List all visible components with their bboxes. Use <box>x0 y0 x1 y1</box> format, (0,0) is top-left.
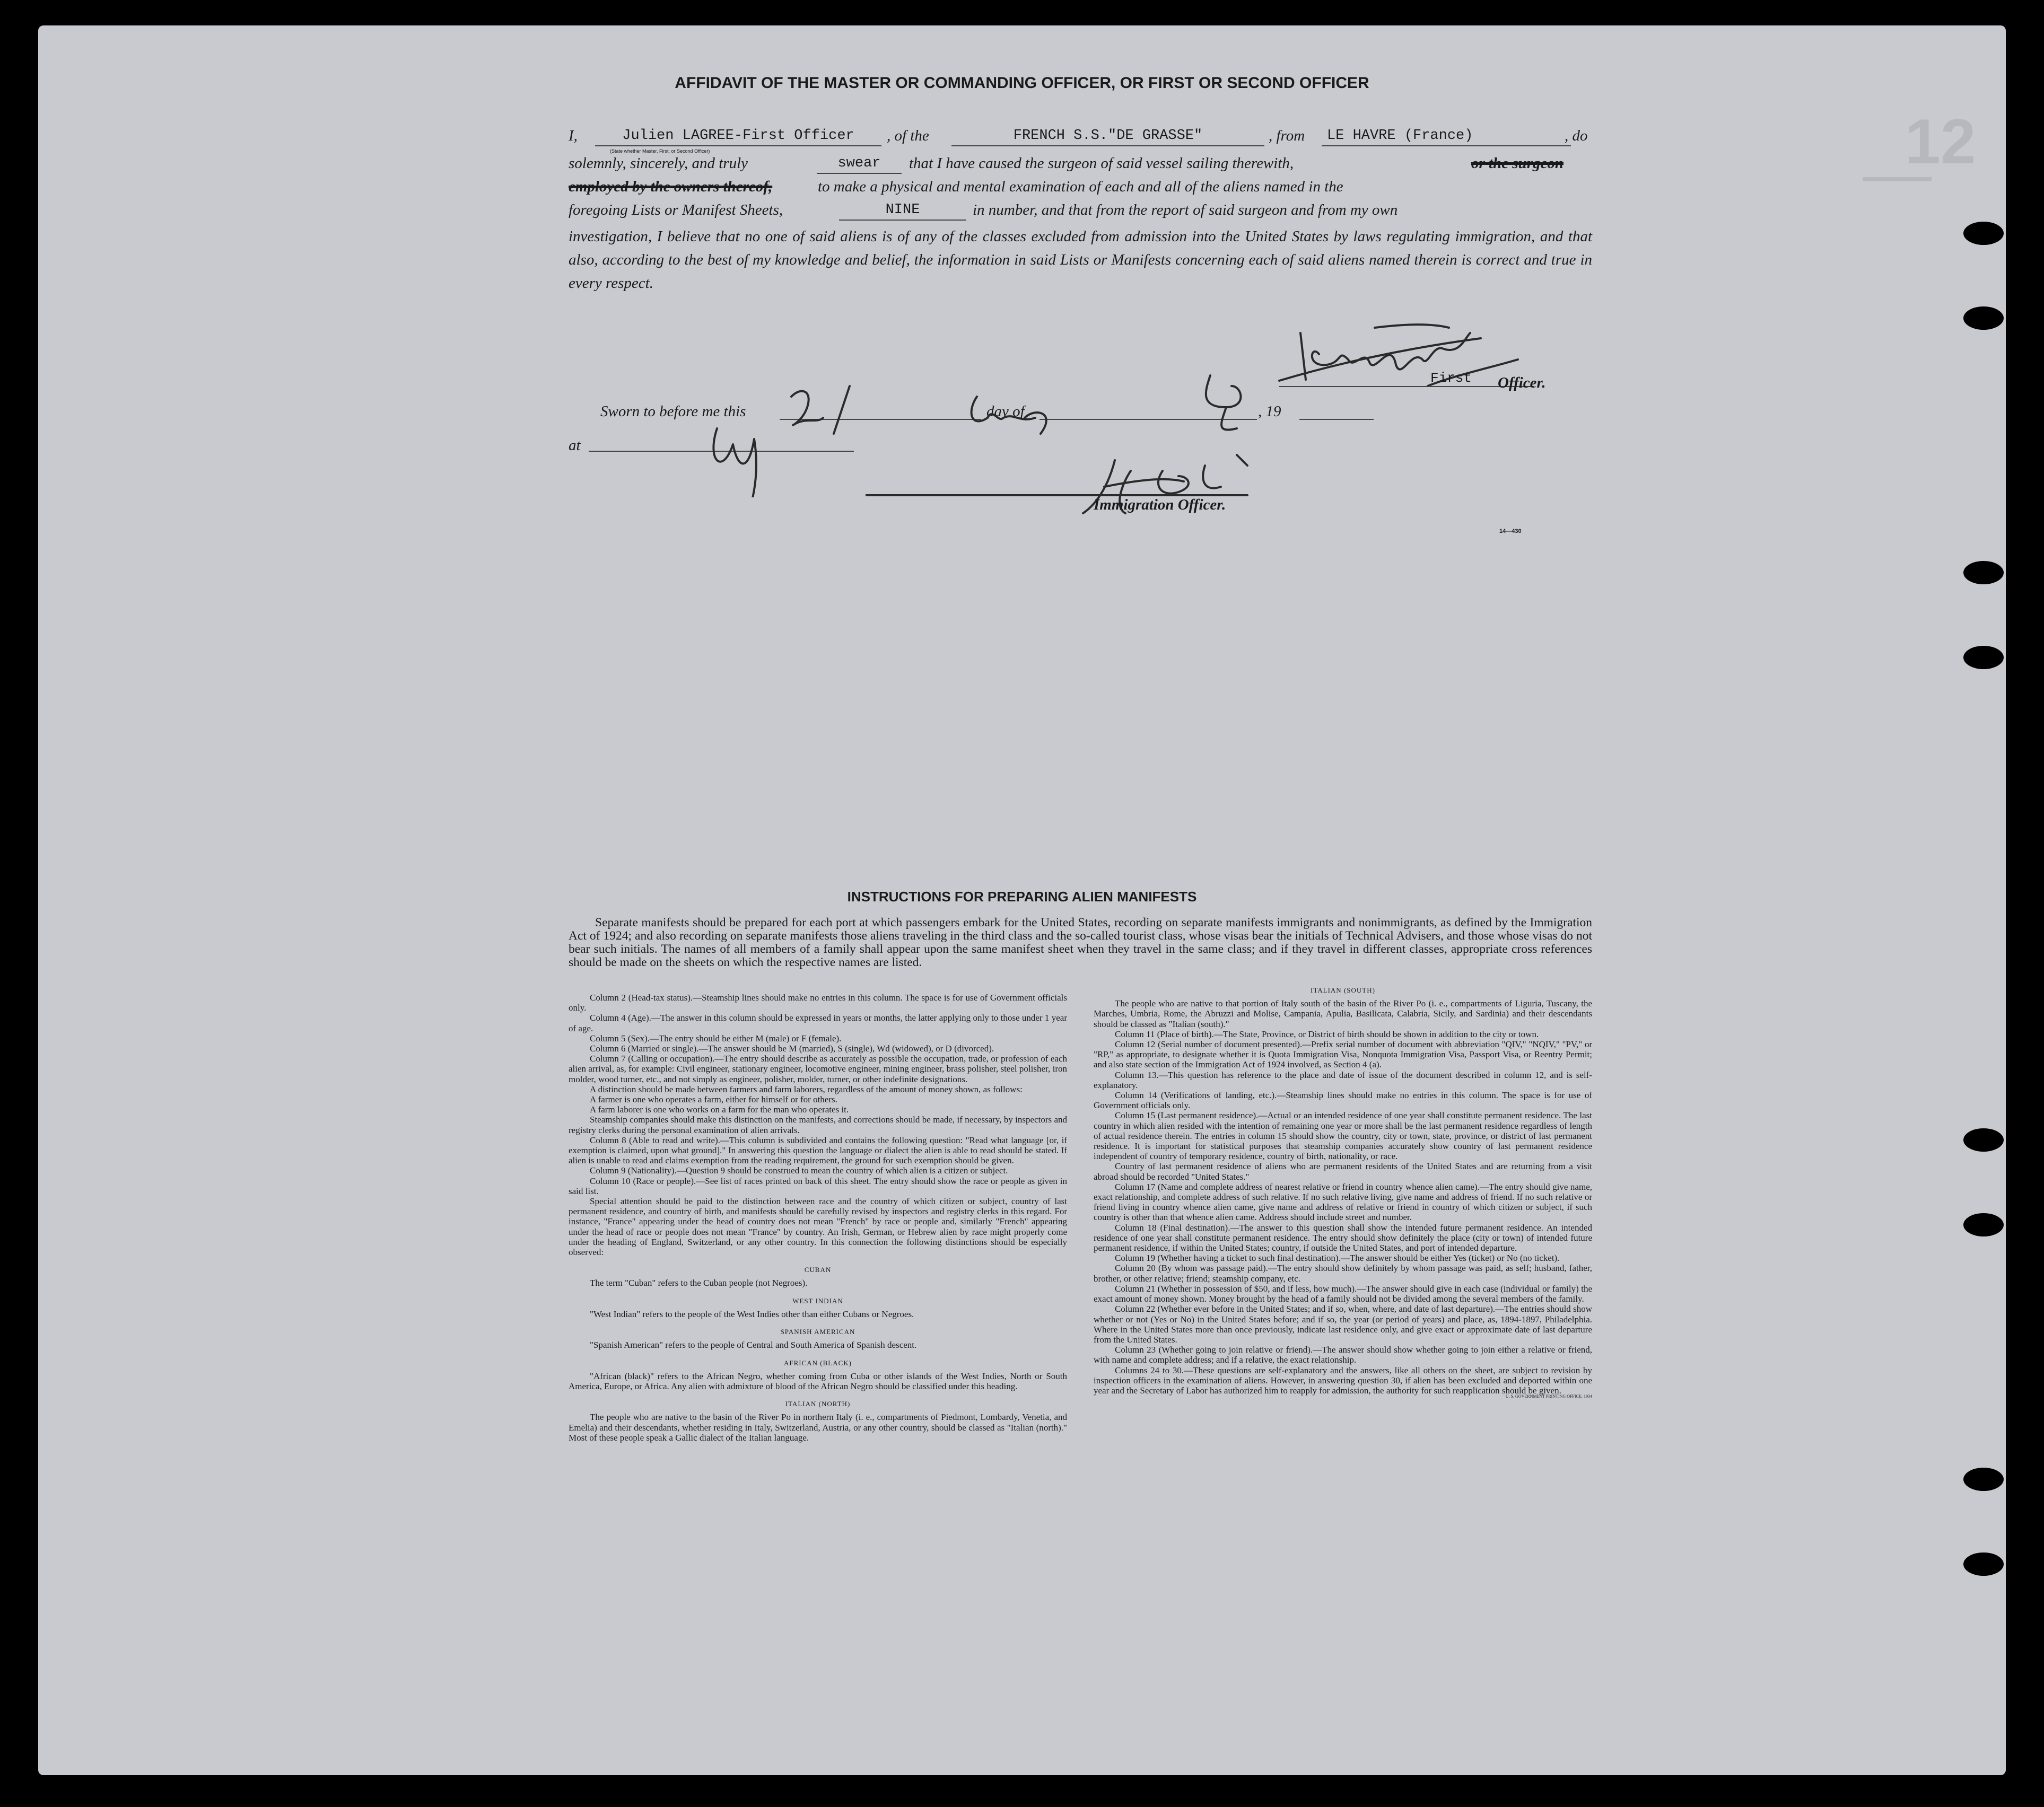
instruction-paragraph: Column 5 (Sex).—The entry should be either M (male) or F (female). <box>590 1033 842 1043</box>
label-of-the: , of the <box>887 127 929 144</box>
officer-rank-field: First <box>1430 370 1472 386</box>
officer-name-caption: (State whether Master, First, or Second Officer) <box>610 148 710 154</box>
instruction-paragraph: The people who are native to that portion of Italy south of the basin of the River Po (i. e., compartments of Liguria, Tuscany, the Marches, Umbria, Rome, the Abruzzi and Molise, Campania, Apulia, Basilicata, Calabria, Sicily, and Sardinia) and their descendants should be classed as "Italian (south)." <box>1094 998 1592 1029</box>
sheet-count-field: NINE <box>839 200 966 221</box>
officer-label: Officer. <box>1498 374 1546 391</box>
instruction-paragraph: Column 9 (Nationality).—Question 9 should be construed to mean the country of which alien is a citizen or subject. <box>590 1165 1008 1176</box>
label-from: , from <box>1269 127 1305 144</box>
instruction-paragraph: Columns 24 to 30.—These questions are self-explanatory and the answers, like all others on the sheet, are subject to revision by inspection officers in the examination of aliens. However, in answering question 30, if alien has been excluded and deported within one year and the Secretary of Labor has authorized him to reapply for admission, the authority for such reapplication should be given. <box>1094 1365 1592 1396</box>
affidavit-line-1 <box>569 127 1592 151</box>
section-heading-cuban: CUBAN <box>804 1266 832 1274</box>
instruction-paragraph: Column 4 (Age).—The answer in this column should be expressed in years or months, the latter applying only to those under 1 year of age. <box>569 1013 1067 1033</box>
instruction-paragraph: A farmer is one who operates a farm, either for himself or for others. <box>590 1094 837 1105</box>
instructions-intro: Separate manifests should be prepared for each port at which passengers embark for the United States, recording on separate manifests immigrants and nonimmigrants, as defined by the Immigration Act of 1924; and also recording on separate manifests those aliens traveling in the third class and the so-called tourist class, whose visas bear the initials of Technical Advisers, and those whose visas do not bear such initials. The names of all members of a family shall appear upon the same manifest sheet when they travel in the same class; and if they travel in different classes, appropriate cross references should be made on the sheets on which the respective names are listed. <box>569 916 1592 969</box>
ghost-print: ▬▬▬▬▬ <box>1863 169 1932 185</box>
day-of-label: day of <box>986 403 1025 420</box>
instruction-paragraph: Column 23 (Whether going to join relative or friend).—The answer should show whether going to join either a relative or friend, with name and complete address; and if a relative, the exact relationship. <box>1094 1345 1592 1365</box>
section-heading-spanish-american: SPANISH AMERICAN <box>780 1328 855 1336</box>
punch-hole <box>1963 1213 2004 1236</box>
instruction-paragraph: Column 8 (Able to read and write).—This column is subdivided and contains the following question: "Read what language [or, if exemption is claimed, upon what ground]." In answering this question the language or dialect the alien is able to read should be stated. If alien is unable to read and claims exemption from the reading requirement, the ground for such exemption should be given. <box>569 1135 1067 1166</box>
affidavit-line-3 <box>569 178 1592 201</box>
ship-name-field: FRENCH S.S."DE GRASSE" <box>951 126 1264 146</box>
instruction-paragraph: A distinction should be made between farmers and farm laborers, regardless of the amount of money shown, as follows: <box>590 1084 1023 1094</box>
label-solemnly: solemnly, sincerely, and truly <box>569 155 748 172</box>
instruction-paragraph: Steamship companies should make this distinction on the manifests, and corrections should be made, if necessary, by inspectors and registry clerks during the personal examination of alien arrivals. <box>569 1115 1067 1135</box>
sworn-label: Sworn to before me this <box>600 403 746 420</box>
punch-hole <box>1963 306 2004 330</box>
section-heading-italian-north: ITALIAN (NORTH) <box>785 1400 851 1408</box>
year-label: , 19 <box>1258 403 1281 420</box>
instruction-paragraph: Column 10 (Race or people).—See list of races printed on back of this sheet. The entry should show the race or people as given in said list. <box>569 1176 1067 1196</box>
oath-field: swear <box>817 154 902 174</box>
punch-hole <box>1963 1468 2004 1491</box>
punch-hole <box>1963 561 2004 584</box>
instruction-paragraph: "Spanish American" refers to the people of Central and South America of Spanish descent. <box>590 1340 917 1350</box>
immigration-officer-label: Immigration Officer. <box>1094 496 1226 513</box>
instruction-paragraph: Column 20 (By whom was passage paid).—The entry should show definitely by whom passage was paid, as self; husband, father, brother, or other relative; friend; steamship company, etc. <box>1094 1263 1592 1284</box>
officer-name-field: Julien LAGREE-First Officer <box>595 126 881 146</box>
instruction-paragraph: Column 6 (Married or single).—The answer should be M (married), S (single), Wd (widowed), or D (divorced). <box>590 1043 994 1054</box>
printing-office-imprint: U. S. GOVERNMENT PRINTING OFFICE: 1934 <box>1505 1394 1592 1399</box>
instruction-paragraph: The people who are native to the basin of the River Po in northern Italy (i. e., compartments of Piedmont, Lombardy, Venetia, and Emelia) and their descendants, whether residing in Italy, Switzerland, Austria, or any other country, should be classed as "Italian (north)." Most of these people speak a Gallic dialect of the Italian language. <box>569 1412 1067 1443</box>
instructions-left-column <box>569 993 1067 1443</box>
instruction-paragraph: Column 21 (Whether in possession of $50, and if less, how much).—The answer should give in each case (individual or family) the exact amount of money shown. Money brought by the head of a family should not be divided among the several members of the family. <box>1094 1283 1592 1304</box>
instruction-paragraph: Column 19 (Whether having a ticket to such final destination).—The answer should be either Yes (ticket) or No (no ticket). <box>1115 1253 1560 1264</box>
instruction-paragraph: Country of last permanent residence of aliens who are permanent residents of the United States and are returning from a visit abroad should be recorded "United States." <box>1094 1161 1592 1182</box>
affidavit-text: in number, and that from the report of said surgeon and from my own <box>973 201 1398 218</box>
instruction-paragraph: Column 13.—This question has reference to the place and date of issue of the document described in column 12, and is self-explanatory. <box>1094 1069 1592 1090</box>
section-heading-west-indian: WEST INDIAN <box>792 1296 843 1305</box>
instruction-paragraph: Column 22 (Whether ever before in the United States; and if so, when, where, and date of last departure).—The entries should show whether or not (Yes or No) in the United States before; and if so, the year (or period of years) and place, as, 1894-1897, Philadelphia. Where in the United States more than once previously, indicate last residence only, and give exact or approximate date of last departure from the United States. <box>1094 1304 1592 1345</box>
instruction-paragraph: Column 11 (Place of birth).—The State, Province, or District of birth should be shown in addition to the city or town. <box>1115 1029 1539 1039</box>
instruction-paragraph: Column 2 (Head-tax status).—Steamship lines should make no entries in this column. The space is for use of Government officials only. <box>569 993 1067 1013</box>
punch-hole <box>1963 222 2004 245</box>
affidavit-line-4 <box>569 201 1592 225</box>
at-label: at <box>569 437 581 454</box>
instruction-paragraph: Column 17 (Name and complete address of nearest relative or friend in country whence alien came).—The entry should give name, exact relationship, and complete address of such relative. If no such relative living, give name and address of friend. If no such relative or friend living in country whence alien came, give name and address of relative or friend in country of which citizen or subject, if such country is other than that whence alien came. Address should include street and number. <box>1094 1181 1592 1223</box>
instructions-title: INSTRUCTIONS FOR PREPARING ALIEN MANIFESTS <box>847 889 1197 905</box>
instruction-paragraph: Column 14 (Verifications of landing, etc.).—Steamship lines should make no entries in this column. The space is for use of Government officials only. <box>1094 1090 1592 1111</box>
instruction-paragraph: "West Indian" refers to the people of the West Indies other than either Cubans or Negroes. <box>590 1309 914 1319</box>
instruction-paragraph: The term "Cuban" refers to the Cuban people (not Negroes). <box>590 1278 808 1288</box>
manifest-page <box>38 25 2006 1775</box>
affidavit-text: to make a physical and mental examination of each and all of the aliens named in the <box>818 178 1343 195</box>
instruction-paragraph: Special attention should be paid to the distinction between race and the country of which citizen or subject, country of last permanent residence, and country of birth, and manifests should be carefully revised by inspectors and registry clerks in this regard. For instance, "France" appearing under the head of country does not mean "French" by race or people and, similarly "French" appearing under the head of race or people does not mean "France" by country. An Irish, German, or Hebrew alien by race might properly come under the heading of England, Switzerland, or any other country. In this connection the following distinctions should be especially observed: <box>569 1196 1067 1258</box>
punch-hole <box>1963 1128 2004 1152</box>
instruction-paragraph: Column 18 (Final destination).—The answer to this question shall show the intended future permanent residence. An intended residence of one year shall constitute permanent residence. The entry should show definitely the place (city or town) of intended future permanent residence, if within the United States; country, if outside the United States, and port of intended departure. <box>1094 1222 1592 1253</box>
affidavit-text: that I have caused the surgeon of said vessel sailing therewith, <box>909 155 1294 172</box>
punch-hole <box>1963 646 2004 669</box>
instruction-paragraph: A farm laborer is one who works on a farm for the man who operates it. <box>590 1104 849 1115</box>
instruction-paragraph: "African (black)" refers to the African Negro, whether coming from Cuba or other islands of the West Indies, North or South America, Europe, or Africa. Any alien with admixture of blood of the African Negro should be classified under this heading. <box>569 1371 1067 1391</box>
struck-text: employed by the owners thereof, <box>569 178 773 195</box>
instruction-paragraph: Column 12 (Serial number of document presented).—Prefix serial number of document with abbreviation "QIV," "NQIV," "PV," or "RP," as appropriate, to designate whether it is Quota Immigration Visa, Nonquota Immigration Visa, Passport Visa, or Reentry Permit; and also state section of the Immigration Act of 1924 involved, as Section 4 (a). <box>1094 1039 1592 1070</box>
port-field: LE HAVRE (France) <box>1322 126 1571 146</box>
ghost-print: 12 <box>1905 106 1976 177</box>
section-heading-italian-south: ITALIAN (SOUTH) <box>1311 986 1375 994</box>
label-i: I, <box>569 127 578 144</box>
affidavit-body: investigation, I believe that no one of said aliens is of any of the classes excluded from admission into the United States by laws regulating immigration, and that also, according to the best of my knowledge and belief, the information in said Lists or Manifests concerning each of said aliens named therein is correct and true in every respect. <box>569 228 1592 292</box>
section-heading-african: AFRICAN (BLACK) <box>783 1358 852 1367</box>
affidavit-text: foregoing Lists or Manifest Sheets, <box>569 201 783 218</box>
instruction-paragraph: Column 15 (Last permanent residence).—Actual or an intended residence of one year shall constitute permanent residence. The last country in which alien resided with the intention of remaining one year or more shall be the last permanent residence regardless of length of actual residence therein. The entries in column 15 should show the country, city or town, state, province, or district of last permanent residence. It is important for statistical purposes that steamship companies accurately show country of last permanent residence independent of country of temporary residence, country of birth, nationality, or race. <box>1094 1110 1592 1162</box>
instructions-right-column <box>1094 985 1592 1401</box>
affidavit-title: AFFIDAVIT OF THE MASTER OR COMMANDING OFFICER, OR FIRST OR SECOND OFFICER <box>675 74 1369 92</box>
struck-text: or the surgeon <box>1471 155 1564 172</box>
punch-hole <box>1963 1552 2004 1576</box>
label-do: , do <box>1565 127 1588 144</box>
form-number: 14—430 <box>1499 528 1522 534</box>
affidavit-line-2 <box>569 155 1592 178</box>
instruction-paragraph: Column 7 (Calling or occupation).—The entry should describe as accurately as possible the occupation, trade, or profession of each alien arrival, as, for example: Civil engineer, stationary engineer, locomotive engineer, mining engineer, brass polisher, steel polisher, iron molder, wood turner, etc., and not simply as engineer, polisher, molder, turner, or other indefinite designations. <box>569 1054 1067 1084</box>
